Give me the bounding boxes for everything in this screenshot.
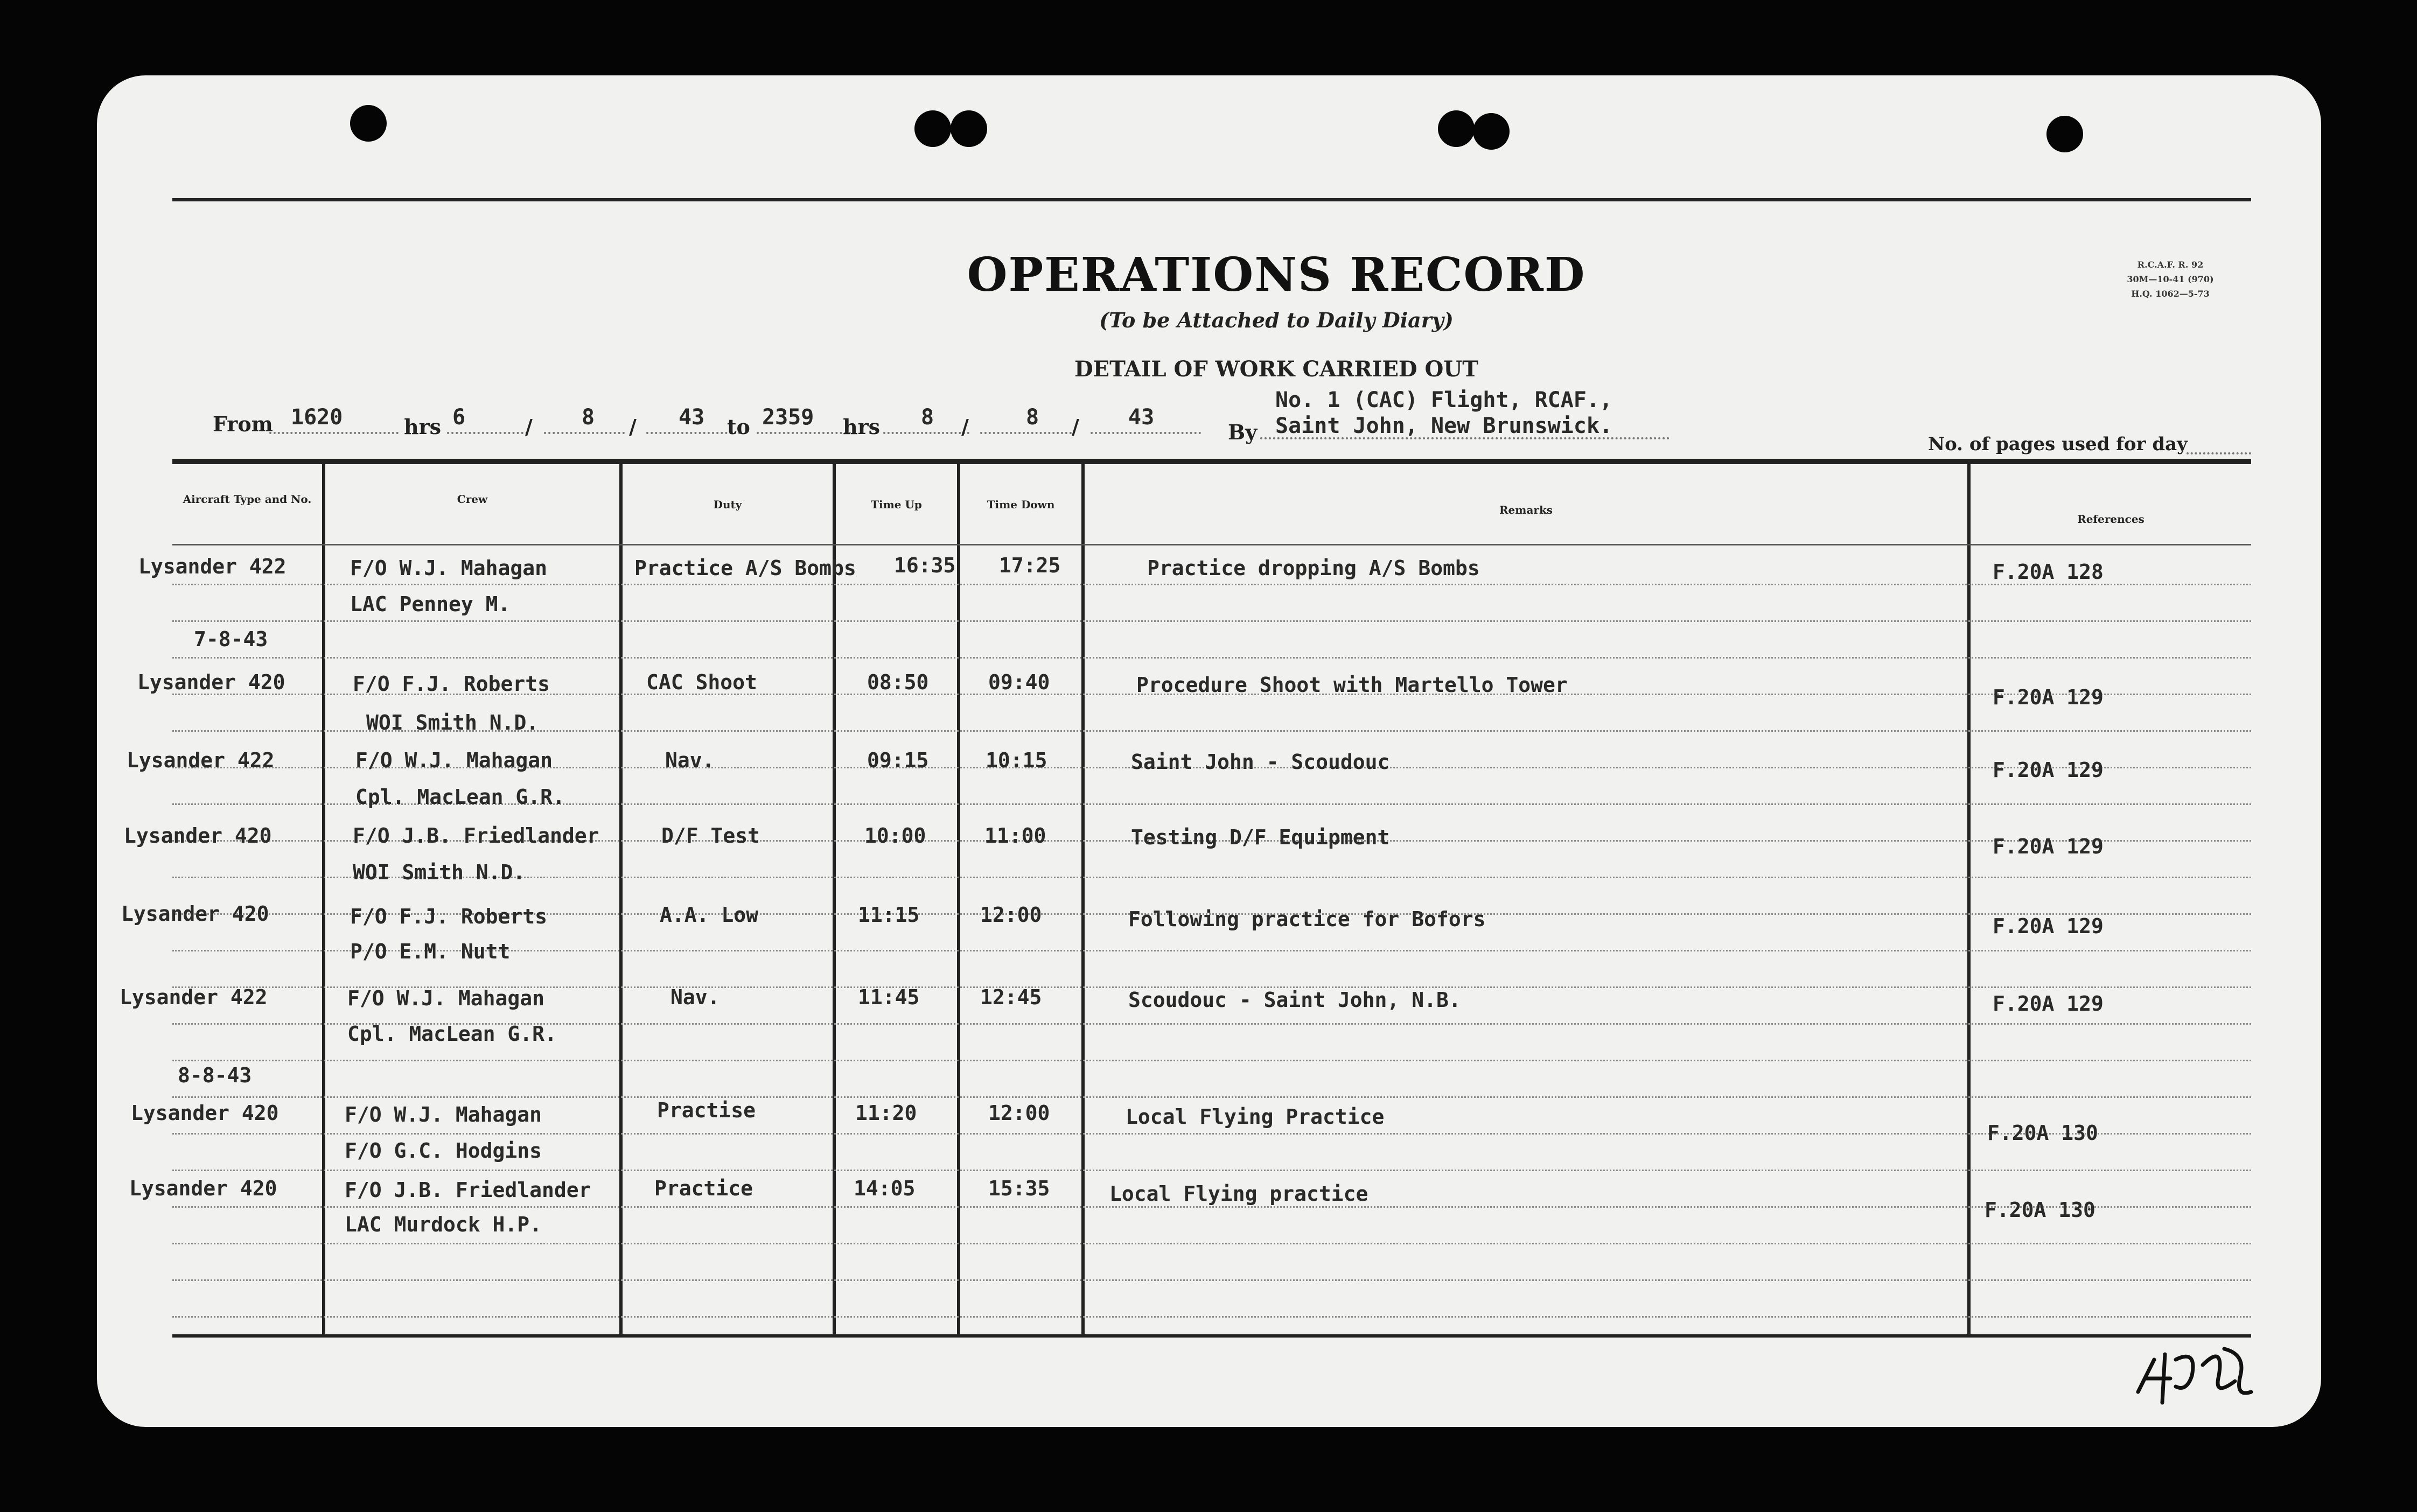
aircraft-cell: Lysander 422: [127, 748, 275, 772]
crew-cell: F/O F.J. Roberts: [353, 672, 550, 696]
remarks-cell: Following practice for Bofors: [1128, 907, 1486, 931]
time-down-cell: 12:45: [980, 985, 1042, 1009]
pages-label: No. of pages used for day: [1928, 433, 2188, 455]
crew-cell: WOI Smith N.D.: [366, 711, 539, 734]
to-label: to: [727, 415, 750, 439]
crew-cell: F/O W.J. Mahagan: [345, 1103, 542, 1126]
aircraft-cell: Lysander 420: [137, 670, 285, 694]
detail-heading: DETAIL OF WORK CARRIED OUT: [1074, 356, 1479, 382]
col-header-crew: Crew: [457, 493, 488, 506]
aircraft-cell: Lysander 420: [121, 902, 269, 926]
by-label: By: [1228, 420, 1258, 444]
crew-cell: LAC Penney M.: [350, 592, 511, 616]
time-down-cell: 15:35: [988, 1177, 1050, 1200]
remarks-cell: Testing D/F Equipment: [1131, 825, 1390, 849]
time-down-cell: 17:25: [999, 554, 1061, 577]
unit-line-2: Saint John, New Brunswick.: [1275, 414, 1613, 438]
duty-cell: Practice A/S Bombs: [634, 556, 856, 580]
remarks-cell: Local Flying practice: [1109, 1182, 1368, 1206]
page-title: OPERATIONS RECORD: [967, 248, 1586, 302]
crew-cell: F/O W.J. Mahagan: [355, 748, 553, 772]
duty-cell: Practice: [654, 1177, 753, 1200]
reference-cell: F.20A 129: [1993, 685, 2104, 709]
time-up-cell: 11:15: [858, 903, 920, 927]
crew-cell: WOI Smith N.D.: [353, 860, 526, 884]
duty-cell: Nav.: [670, 985, 720, 1009]
crew-cell: F/O W.J. Mahagan: [350, 556, 548, 580]
unit-line-1: No. 1 (CAC) Flight, RCAF.,: [1275, 388, 1613, 412]
reference-cell: F.20A 128: [1993, 560, 2104, 584]
crew-cell: P/O E.M. Nutt: [350, 940, 511, 963]
col-header-aircraft: Aircraft Type and No.: [183, 493, 312, 506]
aircraft-cell: Lysander 420: [124, 824, 272, 848]
to-day: 8: [921, 405, 934, 430]
time-down-cell: 10:15: [986, 748, 1047, 772]
col-header-duty: Duty: [713, 498, 742, 511]
remarks-cell: Saint John - Scoudouc: [1131, 750, 1390, 774]
duty-cell: Practise: [657, 1098, 756, 1122]
reference-cell: F.20A 129: [1993, 992, 2104, 1016]
to-time: 2359: [762, 405, 814, 430]
remarks-cell: Procedure Shoot with Martello Tower: [1136, 673, 1568, 697]
reference-cell: F.20A 129: [1993, 835, 2104, 858]
handwritten-mark: [2133, 1327, 2257, 1408]
crew-cell: F/O J.B. Friedlander: [345, 1178, 591, 1202]
crew-cell: Cpl. MacLean G.R.: [355, 785, 565, 809]
time-up-cell: 11:45: [858, 985, 920, 1009]
col-header-references: References: [2077, 513, 2144, 526]
punch-hole: [1473, 113, 1510, 150]
time-up-cell: 11:20: [855, 1101, 917, 1125]
from-month: 8: [582, 405, 595, 430]
crew-cell: F/O W.J. Mahagan: [347, 986, 545, 1010]
reference-cell: F.20A 130: [1985, 1198, 2095, 1222]
time-up-cell: 08:50: [867, 670, 929, 694]
top-rule: [172, 198, 2251, 201]
time-down-cell: 09:40: [988, 670, 1050, 694]
aircraft-cell: Lysander 420: [129, 1177, 277, 1200]
to-month: 8: [1026, 405, 1039, 430]
punch-hole: [951, 110, 987, 147]
time-up-cell: 16:35: [894, 554, 956, 577]
time-up-cell: 10:00: [864, 824, 926, 848]
col-header-remarks: Remarks: [1499, 503, 1553, 516]
table-top-rule: [172, 459, 2251, 464]
crew-cell: F/O J.B. Friedlander: [353, 824, 599, 848]
from-time: 1620: [291, 405, 343, 430]
table-bottom-rule: [172, 1334, 2251, 1338]
duty-cell: CAC Shoot: [646, 670, 757, 694]
punch-hole: [914, 110, 951, 147]
aircraft-cell: Lysander 422: [138, 555, 287, 578]
remarks-cell: Scoudouc - Saint John, N.B.: [1128, 988, 1461, 1012]
time-down-cell: 12:00: [980, 903, 1042, 927]
crew-cell: Cpl. MacLean G.R.: [347, 1022, 557, 1046]
time-down-cell: 11:00: [984, 824, 1046, 848]
date-heading: 7-8-43: [194, 627, 268, 651]
to-year: 43: [1128, 405, 1155, 430]
punch-hole: [1438, 110, 1475, 147]
col-header-time-down: Time Down: [987, 498, 1055, 511]
subtitle: (To be Attached to Daily Diary): [1099, 308, 1454, 332]
reference-cell: F.20A 130: [1987, 1121, 2098, 1145]
aircraft-cell: Lysander 420: [131, 1101, 279, 1125]
record-card: OPERATIONS RECORD (To be Attached to Daily Diary) DETAIL OF WORK CARRIED OUT R.C.A.F. R. 92 30M—10-41 (970) H.Q. 1062—5-73 From 1620 hrs 6 / 8 / 43 to 2359 hrs 8 / 8 / 43 By No. 1 (CAC) Flight, RCAF., Saint John, New Brunswick. No. of pages used for day Aircraft Type and No. Crew Duty Time Up Time Down Remarks References Lysander 422 F/O W.J. Mahagan LAC Penney M. Practice A/S Bombs 16:35 17:25 Practice dropping A/S Bombs F.20A 128 7-8-43 Lysander 420 F/O F.J. Roberts WOI Smith N.D. CAC Shoot 08:50 09:40 Procedure Shoot with Martello Tower F.20A 129 Lysander 422 F/O W.J. Mahagan Cpl. MacLean G.R. Nav. 09:15 10:15 Saint John - Scoudouc F.20A 129 Lysander 420 F/O J.B. Friedlander WOI Smith N.D. D/F Test 10:00 11:00 Testing D/F Equipment F.20A 129 Lysander 420 F/O F.J. Roberts P/O E.M. Nutt A.A. Low 11:15 12:00 Following practice for Bofors F.20A 129 Lysander 422 F/O W.J. Mahagan Cpl. MacLean G.R. Nav. 11:45 12:45 Scoudouc - Saint John, N.B. F.20A 129 8-8-43 Lysander 420 F/O W.J. Mahagan F/O G.C. Hodgins Practise 11:20 12:00 Local Flying Practice F.20A 130 Lysander 420 F/O J.B. Friedlander LAC Murdock H.P. Practice 14:05 15:35 Local Flying practice F.20A 130: [97, 75, 2321, 1427]
from-label: From: [213, 412, 273, 436]
hrs-label: hrs: [404, 415, 442, 439]
time-down-cell: 12:00: [988, 1101, 1050, 1125]
date-heading: 8-8-43: [178, 1063, 252, 1087]
form-code: R.C.A.F. R. 92 30M—10-41 (970) H.Q. 1062—5-73: [2127, 260, 2214, 299]
duty-cell: Nav.: [665, 748, 715, 772]
crew-cell: F/O G.C. Hodgins: [345, 1139, 542, 1163]
reference-cell: F.20A 129: [1993, 914, 2104, 938]
from-year: 43: [679, 405, 705, 430]
remarks-cell: Local Flying Practice: [1126, 1105, 1385, 1129]
duty-cell: D/F Test: [661, 824, 760, 848]
remarks-cell: Practice dropping A/S Bombs: [1147, 556, 1480, 580]
crew-cell: F/O F.J. Roberts: [350, 905, 548, 928]
col-header-time-up: Time Up: [871, 498, 922, 511]
time-up-cell: 09:15: [867, 748, 929, 772]
punch-hole: [2046, 116, 2083, 152]
reference-cell: F.20A 129: [1993, 758, 2104, 782]
time-up-cell: 14:05: [854, 1177, 916, 1200]
crew-cell: LAC Murdock H.P.: [345, 1213, 542, 1236]
aircraft-cell: Lysander 422: [120, 985, 268, 1009]
punch-hole: [350, 105, 387, 142]
from-day: 6: [452, 405, 466, 430]
duty-cell: A.A. Low: [660, 903, 759, 927]
